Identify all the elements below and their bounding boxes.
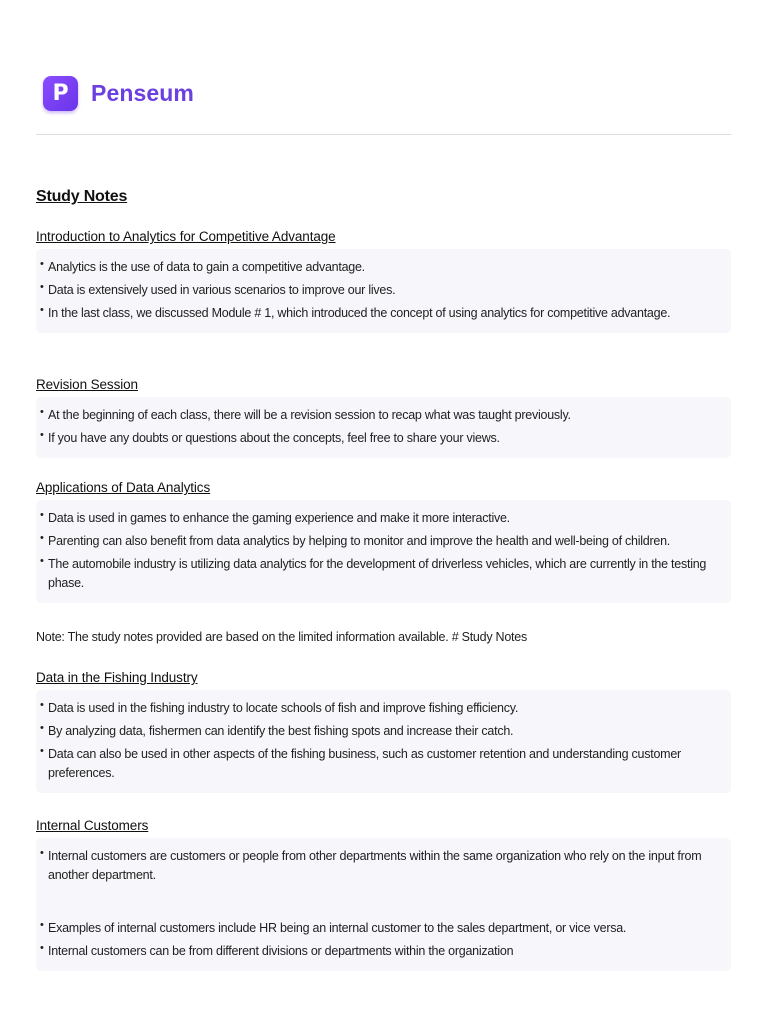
list-item-text: Data is used in games to enhance the gaming experience and make it more interactive.	[48, 511, 510, 525]
list-item	[40, 699, 719, 718]
footnote: Note: The study notes provided are based on the limited information available. # Study Notes	[36, 630, 527, 644]
list-item	[40, 745, 719, 783]
list-item	[40, 406, 719, 425]
section-heading: Revision Session	[36, 377, 138, 392]
bullet-icon: •	[40, 258, 44, 270]
list-item-text: Data can also be used in other aspects of the fishing business, such as customer retention and understanding customer preferences.	[48, 747, 681, 780]
bullet-icon: •	[40, 304, 44, 316]
bullet-icon: •	[40, 429, 44, 441]
section-intro-analytics	[36, 229, 731, 333]
list-item-text: The automobile industry is utilizing data analytics for the development of driverless vehicles, which are currently in the testing phase.	[48, 557, 707, 590]
bullet-list	[40, 699, 719, 783]
bullet-icon: •	[40, 919, 44, 931]
list-item	[40, 722, 719, 741]
bullet-icon: •	[40, 699, 44, 711]
bullet-icon: •	[40, 942, 44, 954]
list-item-text: If you have any doubts or questions about the concepts, feel free to share your views.	[48, 431, 500, 445]
list-item-text: Analytics is the use of data to gain a competitive advantage.	[48, 260, 365, 274]
list-spacer	[40, 889, 719, 915]
notes-card	[36, 500, 731, 603]
bullet-icon: •	[40, 847, 44, 859]
section-heading: Introduction to Analytics for Competitive Advantage	[36, 229, 336, 244]
bullet-icon: •	[40, 722, 44, 734]
list-item-text: Internal customers can be from different divisions or departments within the organization	[48, 944, 514, 958]
section-heading: Internal Customers	[36, 818, 149, 833]
bullet-icon: •	[40, 555, 44, 567]
section-applications	[36, 480, 731, 603]
list-item	[40, 304, 719, 323]
list-item	[40, 509, 719, 528]
bullet-list	[40, 406, 719, 448]
penseum-logo-icon: P	[43, 76, 78, 111]
list-item-text: In the last class, we discussed Module # 1, which introduced the concept of using analytics for competitive advantage.	[48, 306, 671, 320]
bullet-list	[40, 847, 719, 961]
list-item-text: Examples of internal customers include HR being an internal customer to the sales department, or vice versa.	[48, 921, 627, 935]
brand-name: Penseum	[91, 80, 194, 106]
page-title: Study Notes	[36, 188, 128, 205]
bullet-icon: •	[40, 509, 44, 521]
list-item	[40, 555, 719, 593]
list-item	[40, 919, 719, 938]
bullet-icon: •	[40, 281, 44, 293]
bullet-icon: •	[40, 532, 44, 544]
section-heading: Applications of Data Analytics	[36, 480, 211, 495]
section-fishing-industry	[36, 670, 731, 793]
list-item-text: Data is used in the fishing industry to locate schools of fish and improve fishing efficiency.	[48, 701, 519, 715]
list-item	[40, 281, 719, 300]
bullet-list	[40, 509, 719, 593]
section-revision-session	[36, 377, 731, 458]
brand-header	[43, 76, 194, 111]
list-item	[40, 429, 719, 448]
notes-card	[36, 249, 731, 333]
list-item	[40, 942, 719, 961]
list-item-text: Parenting can also benefit from data analytics by helping to monitor and improve the health and well-being of children.	[48, 534, 671, 548]
list-item	[40, 532, 719, 551]
notes-card	[36, 838, 731, 971]
notes-card	[36, 397, 731, 458]
list-item-text: At the beginning of each class, there will be a revision session to recap what was taught previously.	[48, 408, 571, 422]
list-item	[40, 847, 719, 885]
bullet-icon: •	[40, 406, 44, 418]
notes-card	[36, 690, 731, 793]
bullet-list	[40, 258, 719, 323]
list-item-text: By analyzing data, fishermen can identify the best fishing spots and increase their catch.	[48, 724, 514, 738]
list-item-text: Internal customers are customers or people from other departments within the same organization who rely on the input from another department.	[48, 849, 702, 882]
section-heading: Data in the Fishing Industry	[36, 670, 198, 685]
header-divider	[36, 134, 731, 135]
list-item-text: Data is extensively used in various scenarios to improve our lives.	[48, 283, 396, 297]
list-item	[40, 258, 719, 277]
bullet-icon: •	[40, 745, 44, 757]
section-internal-customers	[36, 818, 731, 971]
